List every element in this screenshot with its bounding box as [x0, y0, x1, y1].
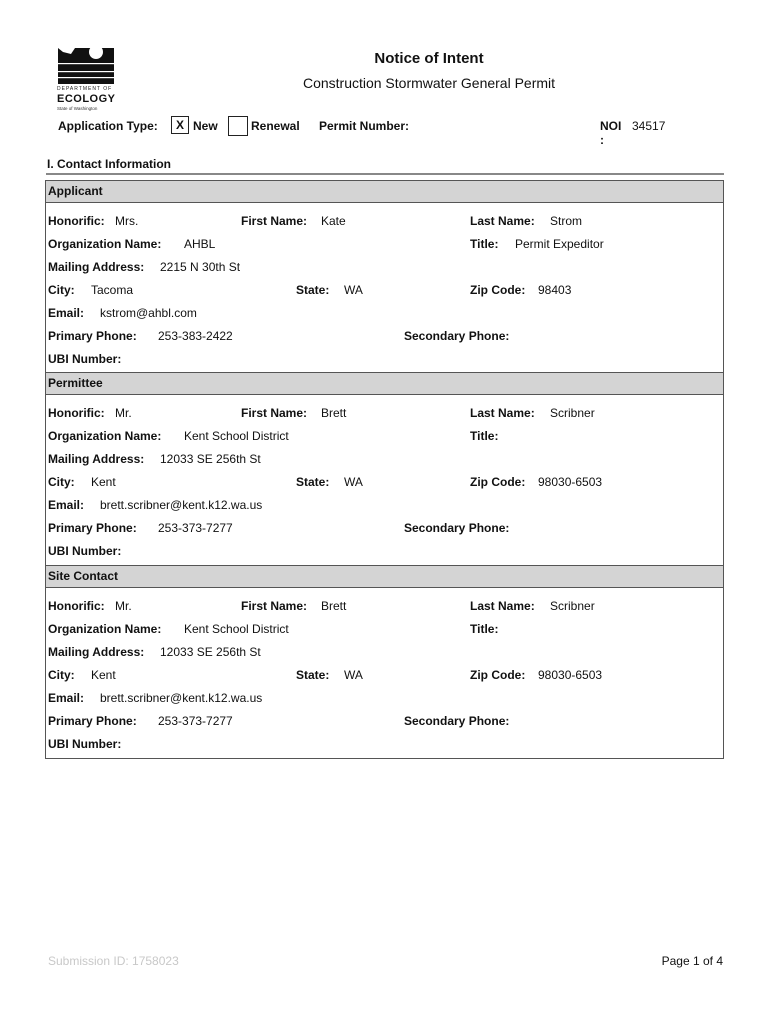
permit-number-label: Permit Number:: [319, 119, 410, 133]
permittee-primary-phone-label: Primary Phone:: [48, 521, 137, 535]
site-contact-primary-phone-value: 253-373-7277: [158, 714, 233, 728]
applicant-first-name-label: First Name:: [241, 214, 308, 228]
logo-department-text: DEPARTMENT OF: [57, 86, 113, 92]
applicant-zip-value: 98403: [538, 283, 572, 297]
page-number: Page 1 of 4: [661, 954, 723, 968]
applicant-mailing-address-value: 2215 N 30th St: [160, 260, 241, 274]
site-contact-honorific-label: Honorific:: [48, 599, 105, 613]
permittee-secondary-phone-label: Secondary Phone:: [404, 521, 510, 535]
site-contact-title-label: Title:: [470, 622, 499, 636]
site-contact-email-label: Email:: [48, 691, 85, 705]
logo-ecology-text: ECOLOGY: [57, 93, 116, 105]
permittee-first-name-value: Brett: [321, 406, 347, 420]
section-contact-information: I. Contact Information: [47, 157, 171, 171]
permittee-mailing-address-value: 12033 SE 256th St: [160, 452, 261, 466]
noi-colon: :: [600, 133, 604, 147]
logo-state-text: State of Washington: [57, 106, 98, 111]
site-contact-zip-value: 98030-6503: [538, 668, 603, 682]
site-contact-state-value: WA: [344, 668, 363, 682]
permittee-last-name-value: Scribner: [550, 406, 595, 420]
new-checkbox[interactable]: X: [171, 116, 189, 134]
applicant-secondary-phone-label: Secondary Phone:: [404, 329, 510, 343]
site-contact-organization-value: Kent School District: [184, 622, 289, 636]
noi-label: NOI: [600, 119, 622, 133]
site-contact-organization-label: Organization Name:: [48, 622, 162, 636]
permittee-zip-label: Zip Code:: [470, 475, 526, 489]
site-contact-state-label: State:: [296, 668, 330, 682]
site-contact-city-value: Kent: [91, 668, 116, 682]
applicant-honorific-label: Honorific:: [48, 214, 105, 228]
site-contact-mailing-address-label: Mailing Address:: [48, 645, 145, 659]
permittee-ubi-label: UBI Number:: [48, 544, 122, 558]
site-contact-mailing-address-value: 12033 SE 256th St: [160, 645, 261, 659]
site-contact-honorific-value: Mr.: [115, 599, 132, 613]
applicant-section-header: Applicant: [46, 180, 723, 203]
applicant-state-value: WA: [344, 283, 363, 297]
applicant-first-name-value: Kate: [321, 214, 346, 228]
applicant-state-label: State:: [296, 283, 330, 297]
applicant-email-label: Email:: [48, 306, 85, 320]
permittee-email-value: brett.scribner@kent.k12.wa.us: [100, 498, 263, 512]
site-contact-last-name-label: Last Name:: [470, 599, 535, 613]
applicant-title-label: Title:: [470, 237, 499, 251]
permittee-first-name-label: First Name:: [241, 406, 308, 420]
site-contact-primary-phone-label: Primary Phone:: [48, 714, 137, 728]
permittee-city-label: City:: [48, 475, 75, 489]
site-contact-secondary-phone-label: Secondary Phone:: [404, 714, 510, 728]
permittee-honorific-label: Honorific:: [48, 406, 105, 420]
applicant-city-value: Tacoma: [91, 283, 134, 297]
permittee-zip-value: 98030-6503: [538, 475, 603, 489]
application-type-label: Application Type:: [58, 119, 158, 133]
site-contact-email-value: brett.scribner@kent.k12.wa.us: [100, 691, 263, 705]
permittee-mailing-address-label: Mailing Address:: [48, 452, 145, 466]
site-contact-first-name-label: First Name:: [241, 599, 308, 613]
renewal-label: Renewal: [251, 119, 300, 133]
applicant-organization-label: Organization Name:: [48, 237, 162, 251]
site-contact-zip-label: Zip Code:: [470, 668, 526, 682]
applicant-last-name-value: Strom: [550, 214, 583, 228]
section-divider: [46, 173, 724, 175]
noi-value: 34517: [632, 119, 666, 133]
applicant-city-label: City:: [48, 283, 75, 297]
site-contact-section-header: Site Contact: [46, 565, 723, 588]
site-contact-ubi-label: UBI Number:: [48, 737, 122, 751]
permittee-primary-phone-value: 253-373-7277: [158, 521, 233, 535]
applicant-primary-phone-label: Primary Phone:: [48, 329, 137, 343]
applicant-email-value: kstrom@ahbl.com: [100, 306, 197, 320]
contact-information-box: [45, 180, 724, 759]
applicant-mailing-address-label: Mailing Address:: [48, 260, 145, 274]
permittee-city-value: Kent: [91, 475, 116, 489]
site-contact-city-label: City:: [48, 668, 75, 682]
site-contact-first-name-value: Brett: [321, 599, 347, 613]
applicant-ubi-label: UBI Number:: [48, 352, 122, 366]
permittee-organization-value: Kent School District: [184, 429, 289, 443]
permittee-last-name-label: Last Name:: [470, 406, 535, 420]
applicant-title-value: Permit Expeditor: [515, 237, 604, 251]
permittee-email-label: Email:: [48, 498, 85, 512]
document-subtitle: Construction Stormwater General Permit: [302, 75, 556, 91]
permittee-title-label: Title:: [470, 429, 499, 443]
submission-id: Submission ID: 1758023: [48, 954, 179, 968]
applicant-last-name-label: Last Name:: [470, 214, 535, 228]
permittee-state-value: WA: [344, 475, 363, 489]
applicant-primary-phone-value: 253-383-2422: [158, 329, 233, 343]
permittee-organization-label: Organization Name:: [48, 429, 162, 443]
permittee-honorific-value: Mr.: [115, 406, 132, 420]
applicant-honorific-value: Mrs.: [115, 214, 139, 228]
site-contact-last-name-value: Scribner: [550, 599, 595, 613]
permittee-section-header: Permittee: [46, 372, 723, 395]
new-label: New: [193, 119, 218, 133]
permittee-state-label: State:: [296, 475, 330, 489]
document-title: Notice of Intent: [374, 50, 484, 67]
applicant-organization-value: AHBL: [184, 237, 216, 251]
renewal-checkbox[interactable]: [228, 116, 248, 136]
applicant-zip-label: Zip Code:: [470, 283, 526, 297]
